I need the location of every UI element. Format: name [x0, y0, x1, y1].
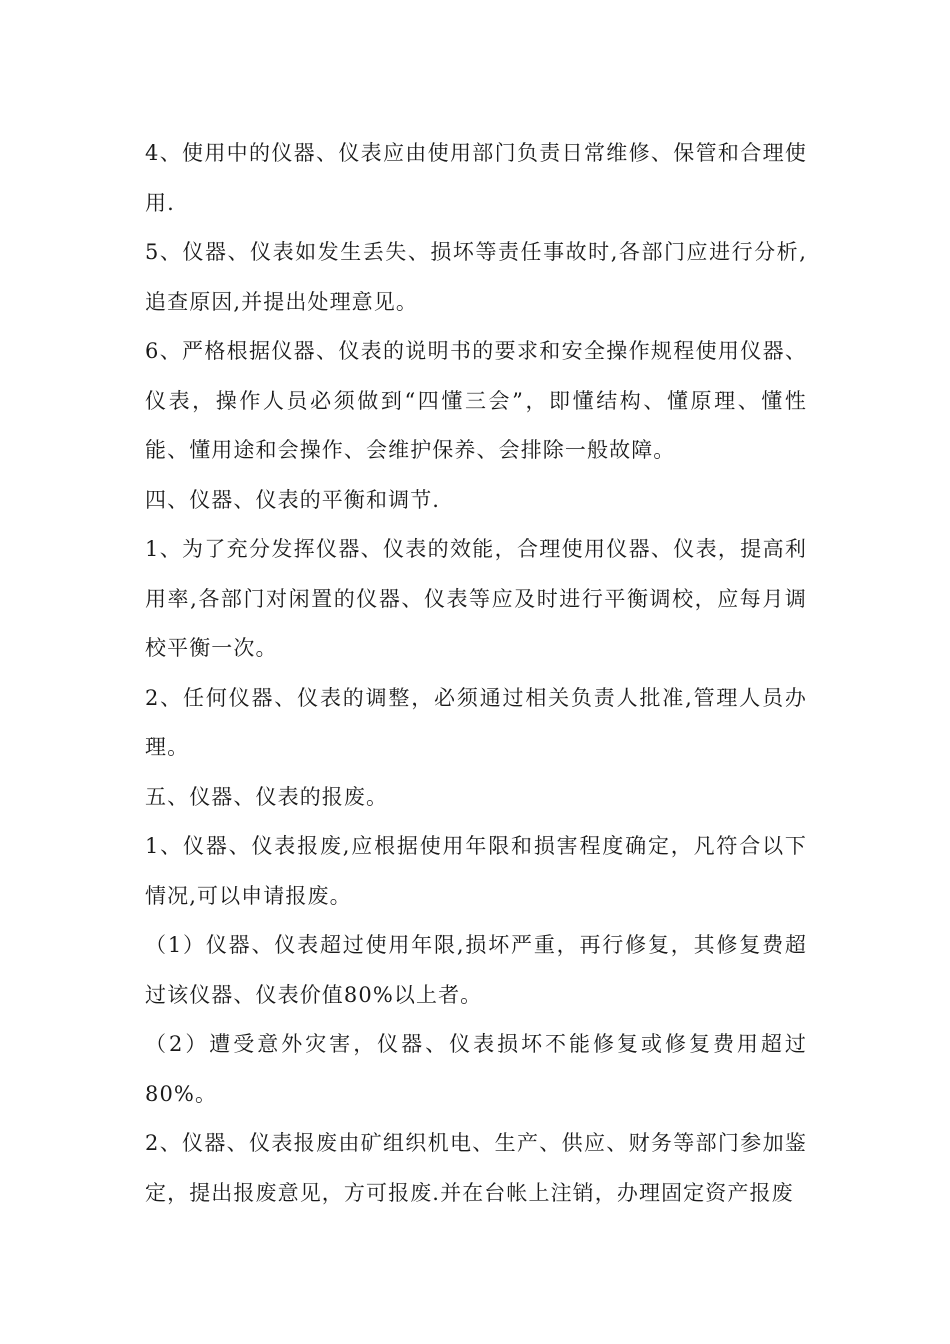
- section-heading-4: 四、仪器、仪表的平衡和调节.: [145, 487, 441, 512]
- section-heading-5: 五、仪器、仪表的报废。: [145, 784, 389, 809]
- paragraph-item-4: 4、使用中的仪器、仪表应由使用部门负责日常维修、保管和合理使用.: [145, 141, 807, 215]
- paragraph-section4-item-2: 2、任何仪器、仪表的调整，必须通过相关负责人批准,管理人员办理。: [145, 685, 807, 759]
- paragraph-subitem-2: （2）遭受意外灾害，仪器、仪表损坏不能修复或修复费用超过80%。: [145, 1032, 807, 1106]
- paragraph-section4-item-1: 1、为了充分发挥仪器、仪表的效能，合理使用仪器、仪表，提高利用率,各部门对闲置的仪器、仪表等应及时进行平衡调校，应每月调校平衡一次。: [145, 537, 807, 660]
- document-body: [145, 129, 807, 1218]
- paragraph-section5-item-1: 1、仪器、仪表报废,应根据使用年限和损害程度确定，凡符合以下情况,可以申请报废。: [145, 834, 807, 908]
- paragraph-subitem-1: （1）仪器、仪表超过使用年限,损坏严重，再行修复，其修复费超过该仪器、仪表价值80%以上者。: [145, 933, 807, 1007]
- paragraph-section5-item-2: 2、仪器、仪表报废由矿组织机电、生产、供应、财务等部门参加鉴定，提出报废意见，方可报废.并在台帐上注销，办理固定资产报废: [145, 1131, 807, 1205]
- paragraph-item-5: 5、仪器、仪表如发生丢失、损坏等责任事故时,各部门应进行分析,追查原因,并提出处理意见。: [145, 240, 807, 314]
- paragraph-item-6: 6、严格根据仪器、仪表的说明书的要求和安全操作规程使用仪器、仪表，操作人员必须做到“四懂三会”，即懂结构、懂原理、懂性能、懂用途和会操作、会维护保养、会排除一般故障。: [145, 339, 807, 462]
